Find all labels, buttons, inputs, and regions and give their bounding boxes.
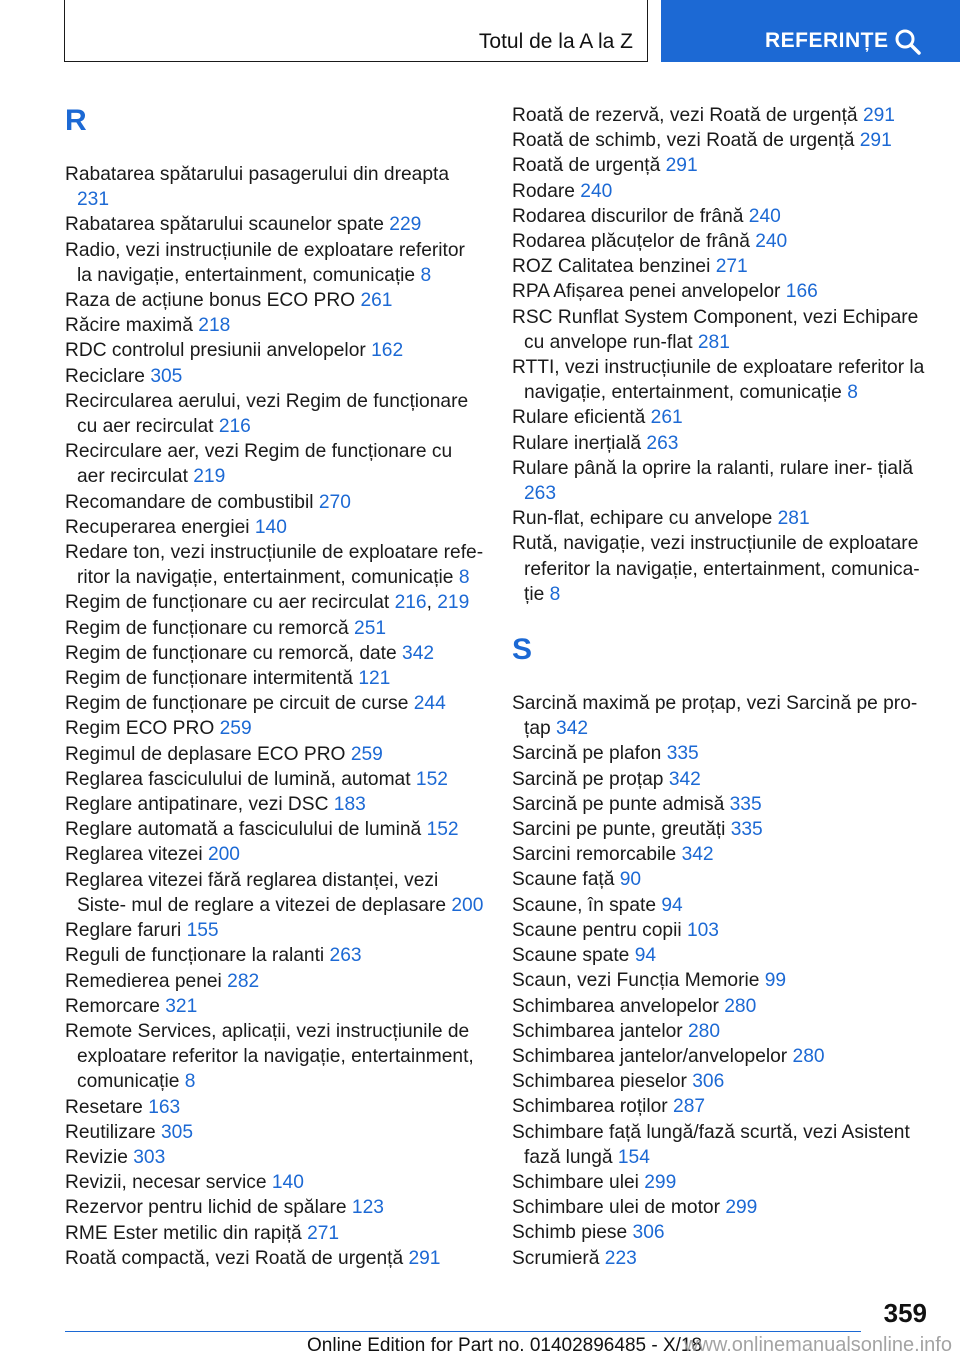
index-entry: [65, 969, 485, 994]
index-entry: [512, 968, 932, 993]
page-link[interactable]: 280: [688, 1020, 721, 1042]
index-entry: [65, 792, 485, 817]
index-entry: [512, 1220, 932, 1245]
index-term: Scaune, în spate: [512, 894, 657, 916]
index-term: Rută, navigație, vezi instrucțiunile de exploatare referitor la navigație, entertainment, comunica- ție: [512, 533, 920, 605]
page-link[interactable]: 229: [389, 214, 422, 236]
page-link[interactable]: 8: [184, 1071, 196, 1093]
index-entry: [512, 305, 932, 355]
index-entry: [65, 1246, 485, 1271]
index-term: Scaune față: [512, 869, 615, 891]
index-entry: [65, 742, 485, 767]
index-entry: [65, 616, 485, 641]
index-entry: [65, 1095, 485, 1120]
index-term: Reguli de funcționare la ralanti: [65, 945, 325, 967]
page-link[interactable]: 321: [165, 995, 198, 1017]
index-entry: [512, 431, 932, 456]
page-link[interactable]: 342: [668, 768, 701, 790]
index-term: Scrumieră: [512, 1247, 600, 1269]
index-term: Roată de rezervă, vezi Roată de urgență: [512, 105, 858, 126]
edition-text: Online Edition for Part no. 01402896485 - X/18: [307, 1335, 703, 1356]
page-link[interactable]: 8: [847, 382, 858, 404]
index-entry: [65, 868, 485, 918]
index-entry: [512, 691, 932, 741]
index-entry: [512, 204, 932, 229]
page-link[interactable]: 140: [271, 1172, 304, 1194]
page-link[interactable]: 263: [646, 432, 679, 454]
index-term: Scaun, vezi Funcția Memorie: [512, 970, 760, 992]
index-term: Reglarea fasciculului de lumină, automat: [65, 768, 411, 790]
index-entry: [512, 103, 932, 128]
index-term: Schimbarea jantelor/anvelopelor: [512, 1045, 788, 1067]
index-term: Reglare automată a fasciculului de lumină: [65, 819, 422, 841]
index-term: Regim de funcționare cu aer recirculat: [65, 592, 390, 614]
index-entry: [512, 1094, 932, 1119]
index-entry: [512, 867, 932, 892]
index-entry: [512, 792, 932, 817]
page-link[interactable]: 231: [77, 189, 110, 211]
index-term: Rodare: [512, 180, 575, 202]
page-link[interactable]: 152: [415, 768, 448, 790]
page-link[interactable]: 103: [686, 919, 719, 941]
index-term: Sarcini remorcabile: [512, 844, 677, 866]
index-term: Raza de acțiune bonus ECO PRO: [65, 290, 356, 312]
index-entry: [65, 162, 485, 212]
index-term: Reglarea vitezei fără reglarea distanței, vezi Siste- mul de reglare a vitezei de deplasare: [65, 869, 447, 916]
page-link[interactable]: 216: [394, 592, 427, 614]
index-term: Regim ECO PRO: [65, 718, 215, 740]
index-entry: [512, 153, 932, 178]
index-term: Revizii, necesar service: [65, 1172, 267, 1194]
page-link[interactable]: 305: [150, 365, 183, 387]
page-link[interactable]: 94: [634, 945, 657, 967]
index-entry: [65, 515, 485, 540]
page-link[interactable]: 121: [358, 668, 391, 690]
tab-referinte[interactable]: [661, 0, 960, 62]
index-entry: [512, 767, 932, 792]
page-link[interactable]: 263: [524, 483, 557, 505]
index-entry: [65, 1170, 485, 1195]
index-entry: [512, 994, 932, 1019]
index-term: Remedierea penei: [65, 970, 222, 992]
index-term: Reglare antipatinare, vezi DSC: [65, 794, 329, 816]
index-entry: [65, 817, 485, 842]
page-link[interactable]: 280: [724, 995, 757, 1017]
index-term: Rodarea plăcuțelor de frână: [512, 231, 750, 253]
index-entry: [65, 212, 485, 237]
index-term: Recirculare aer, vezi Regim de funcționare cu aer recirculat: [65, 441, 453, 488]
index-term: RME Ester metilic din rapiță: [65, 1222, 302, 1244]
index-entry: Regim de funcționare cu aer recirculat 216, 219: [65, 592, 470, 614]
index-list-s: [512, 691, 932, 1271]
page-link[interactable]: 240: [755, 231, 788, 253]
index-term: Schimbare ulei: [512, 1171, 639, 1193]
index-entry: [512, 506, 932, 531]
index-term: RTTI, vezi instrucțiunile de exploatare referitor la navigație, entertainment, comunicație: [512, 357, 925, 404]
index-term: Schimbarea anvelopelor: [512, 995, 719, 1017]
index-term: Schimbarea pieselor: [512, 1071, 687, 1093]
page-link[interactable]: 163: [148, 1096, 181, 1118]
page-number: 359: [883, 1298, 927, 1328]
tab-label: Totul de la A la Z: [478, 30, 633, 53]
page-link[interactable]: 281: [777, 508, 810, 530]
index-term: Roată de schimb, vezi Roată de urgență: [512, 130, 855, 152]
index-term: Sarcină pe proțap: [512, 768, 664, 790]
page-link[interactable]: 291: [408, 1247, 441, 1269]
index-term: Schimb piese: [512, 1222, 628, 1244]
search-icon[interactable]: [894, 28, 922, 56]
page-link[interactable]: 291: [859, 130, 892, 152]
page-link[interactable]: 200: [207, 844, 240, 866]
index-term: Rabatarea spătarului pasagerului din dreapta: [65, 164, 450, 185]
index-term: RPA Afișarea penei anvelopelor: [512, 281, 781, 303]
index-term: Rulare până la oprire la ralanti, rulare iner- țială: [512, 457, 914, 479]
index-term: Regim de funcționare intermitentă: [65, 668, 353, 690]
page-link[interactable]: 251: [354, 617, 387, 639]
page-link[interactable]: 282: [227, 970, 260, 992]
index-entry: [512, 1019, 932, 1044]
index-list-r-part1: [65, 162, 485, 1271]
page-link[interactable]: 281: [697, 331, 730, 353]
page-link[interactable]: 261: [650, 407, 683, 429]
page-link[interactable]: 306: [632, 1222, 665, 1244]
page-link[interactable]: 8: [549, 583, 561, 605]
index-entry: [65, 238, 485, 288]
index-entry: [65, 691, 485, 716]
index-term: Recircularea aerului, vezi Regim de funcționare cu aer recirculat: [65, 390, 469, 438]
index-term: Schimbarea roților: [512, 1096, 668, 1118]
page-link[interactable]: 8: [420, 264, 432, 286]
page-link[interactable]: 216: [218, 416, 251, 438]
index-entry: [65, 1019, 485, 1095]
page-link[interactable]: 223: [604, 1247, 637, 1269]
page-link[interactable]: 342: [556, 718, 589, 740]
index-entry: [512, 128, 932, 153]
tab-referinte-label: REFERINȚE: [765, 29, 889, 52]
index-term: Roată de urgență: [512, 155, 661, 177]
index-entry: [512, 1170, 932, 1195]
page-link[interactable]: 162: [371, 340, 404, 362]
index-entry: [65, 540, 485, 590]
page-link[interactable]: 263: [329, 945, 362, 967]
index-entry: [512, 531, 932, 607]
page-link[interactable]: 287: [673, 1096, 706, 1118]
index-list-r-part2: [512, 103, 932, 607]
page-link[interactable]: 299: [725, 1197, 758, 1219]
index-term: Recomandare de combustibil: [65, 491, 314, 513]
page-link[interactable]: 155: [186, 920, 219, 942]
index-term: Regim de funcționare pe circuit de curse: [65, 693, 409, 715]
index-entry: [512, 842, 932, 867]
page-link[interactable]: 240: [580, 180, 613, 202]
index-entry: [65, 943, 485, 968]
index-term: Regimul de deplasare ECO PRO: [65, 743, 346, 765]
index-entry: [65, 716, 485, 741]
index-term: Revizie: [65, 1146, 128, 1168]
index-term: Scaune spate: [512, 945, 630, 967]
index-term: Sarcină maximă pe proțap, vezi Sarcină pe pro- țap: [512, 693, 918, 740]
index-term: Rabatarea spătarului scaunelor spate: [65, 214, 384, 236]
page-link[interactable]: 291: [862, 105, 895, 126]
index-term: Regim de funcționare cu remorcă, date: [65, 642, 397, 664]
index-entry: [65, 1221, 485, 1246]
index-term: Radio, vezi instrucțiunile de exploatare referitor la navigație, entertainment, comunicație: [65, 239, 465, 286]
index-entry: [65, 288, 485, 313]
page-link[interactable]: 280: [792, 1045, 825, 1067]
index-entry: [512, 1195, 932, 1220]
index-term: Roată compactă, vezi Roată de urgență: [65, 1247, 404, 1269]
index-term: Sarcini pe punte, greutăți: [512, 819, 726, 841]
page-link[interactable]: 183: [333, 794, 366, 816]
index-term: Reglare faruri: [65, 920, 182, 942]
page-link[interactable]: 270: [318, 491, 351, 513]
page-link[interactable]: 342: [402, 642, 435, 664]
page-link[interactable]: 219: [193, 466, 226, 488]
index-entry: [65, 1145, 485, 1170]
index-entry: [512, 1069, 932, 1094]
index-entry: [65, 994, 485, 1019]
page-link[interactable]: 218: [198, 315, 231, 337]
index-term: ROZ Calitatea benzinei: [512, 256, 711, 278]
index-entry: [512, 179, 932, 204]
page-link[interactable]: 299: [644, 1171, 677, 1193]
index-term: Run-flat, echipare cu anvelope: [512, 508, 773, 530]
index-entry: [512, 943, 932, 968]
index-entry: [512, 1044, 932, 1069]
index-term: RSC Runflat System Component, vezi Echipare cu anvelope run-flat: [512, 306, 919, 353]
index-term: Reciclare: [65, 365, 145, 387]
index-term: Rulare inerțială: [512, 432, 642, 454]
page-link[interactable]: 152: [426, 819, 459, 841]
index-term: Schimbarea jantelor: [512, 1020, 683, 1042]
page-link[interactable]: 335: [666, 743, 699, 765]
watermark-text: www.onlinemanualsonline.info: [684, 1334, 952, 1356]
page-link[interactable]: 99: [764, 970, 787, 992]
page-link[interactable]: 123: [351, 1197, 384, 1219]
page-link[interactable]: 291: [665, 155, 698, 177]
page-link[interactable]: 305: [161, 1121, 194, 1143]
index-term: Remorcare: [65, 995, 160, 1017]
index-term: Reglarea vitezei: [65, 844, 203, 866]
index-column-left: [65, 103, 485, 1271]
section-letter-r: R: [65, 104, 87, 137]
page-link[interactable]: 200: [451, 894, 484, 916]
index-term: Recuperarea energiei: [65, 516, 250, 538]
index-entry: [512, 741, 932, 766]
index-entry: [65, 389, 485, 439]
index-entry: [65, 1120, 485, 1145]
index-term: Reutilizare: [65, 1121, 156, 1143]
page-link[interactable]: 271: [715, 256, 748, 278]
index-entry: [512, 456, 932, 506]
index-term: Rezervor pentru lichid de spălare: [65, 1197, 347, 1219]
index-entry: [65, 767, 485, 792]
index-term: Rodarea discurilor de frână: [512, 205, 744, 227]
index-term: Resetare: [65, 1096, 143, 1118]
page-link[interactable]: 335: [729, 793, 762, 815]
index-entry: [512, 254, 932, 279]
page-link[interactable]: 8: [458, 567, 470, 589]
page-link[interactable]: 140: [254, 516, 287, 538]
index-entry: [512, 279, 932, 304]
page-link[interactable]: 271: [307, 1222, 340, 1244]
index-term: Scaune pentru copii: [512, 919, 682, 941]
page-link[interactable]: 94: [661, 894, 683, 916]
index-column-right: [512, 103, 932, 1271]
index-entry: [512, 817, 932, 842]
index-entry: [65, 1195, 485, 1220]
page-link[interactable]: 259: [219, 718, 252, 740]
section-letter-s: S: [512, 633, 533, 667]
index-term: Regim de funcționare cu remorcă: [65, 617, 349, 639]
index-entry: [65, 666, 485, 691]
page-link[interactable]: 303: [133, 1146, 166, 1168]
page-link[interactable]: 166: [785, 281, 818, 303]
page-link[interactable]: 240: [748, 205, 781, 227]
index-term: Sarcină pe punte admisă: [512, 793, 725, 815]
page-link[interactable]: 335: [730, 819, 763, 841]
index-entry: [512, 355, 932, 405]
footer-divider: [65, 1331, 861, 1332]
index-term: Schimbare ulei de motor: [512, 1197, 720, 1219]
page-link[interactable]: 90: [619, 869, 642, 891]
index-term: Rulare eficientă: [512, 407, 646, 429]
tab-totul-de-la-a-la-z[interactable]: [64, 0, 648, 62]
index-term: Răcire maximă: [65, 315, 193, 337]
index-term: Redare ton, vezi instrucțiunile de exploatare refe- ritor la navigație, entertainment, comunicație: [65, 542, 484, 589]
index-entry: [512, 1246, 932, 1271]
index-entry: [512, 1120, 932, 1170]
index-entry: [512, 229, 932, 254]
index-term: RDC controlul presiunii anvelopelor: [65, 340, 366, 362]
index-entry: [512, 918, 932, 943]
page-link[interactable]: 154: [617, 1146, 650, 1168]
page-link[interactable]: 259: [350, 743, 383, 765]
index-entry: [65, 490, 485, 515]
index-entry: [65, 439, 485, 489]
index-entry: [65, 842, 485, 867]
index-entry: [65, 641, 485, 666]
index-term: Schimbare față lungă/fază scurtă, vezi Asistent fază lungă: [512, 1121, 910, 1168]
index-entry: [65, 338, 485, 363]
index-entry: [512, 893, 932, 918]
page-link[interactable]: 219: [437, 592, 470, 614]
index-entry: [65, 364, 485, 389]
index-term: Remote Services, aplicații, vezi instrucțiunile de exploatare referitor la navigație, entertainment, comunicație: [65, 1020, 474, 1093]
index-term: Sarcină pe plafon: [512, 743, 662, 765]
page-link[interactable]: 342: [681, 844, 714, 866]
page-link[interactable]: 306: [692, 1071, 725, 1093]
page-link[interactable]: 261: [360, 290, 393, 312]
page-link[interactable]: 244: [413, 693, 446, 715]
index-entry: [65, 918, 485, 943]
index-entry: [65, 313, 485, 338]
index-entry: [512, 405, 932, 430]
